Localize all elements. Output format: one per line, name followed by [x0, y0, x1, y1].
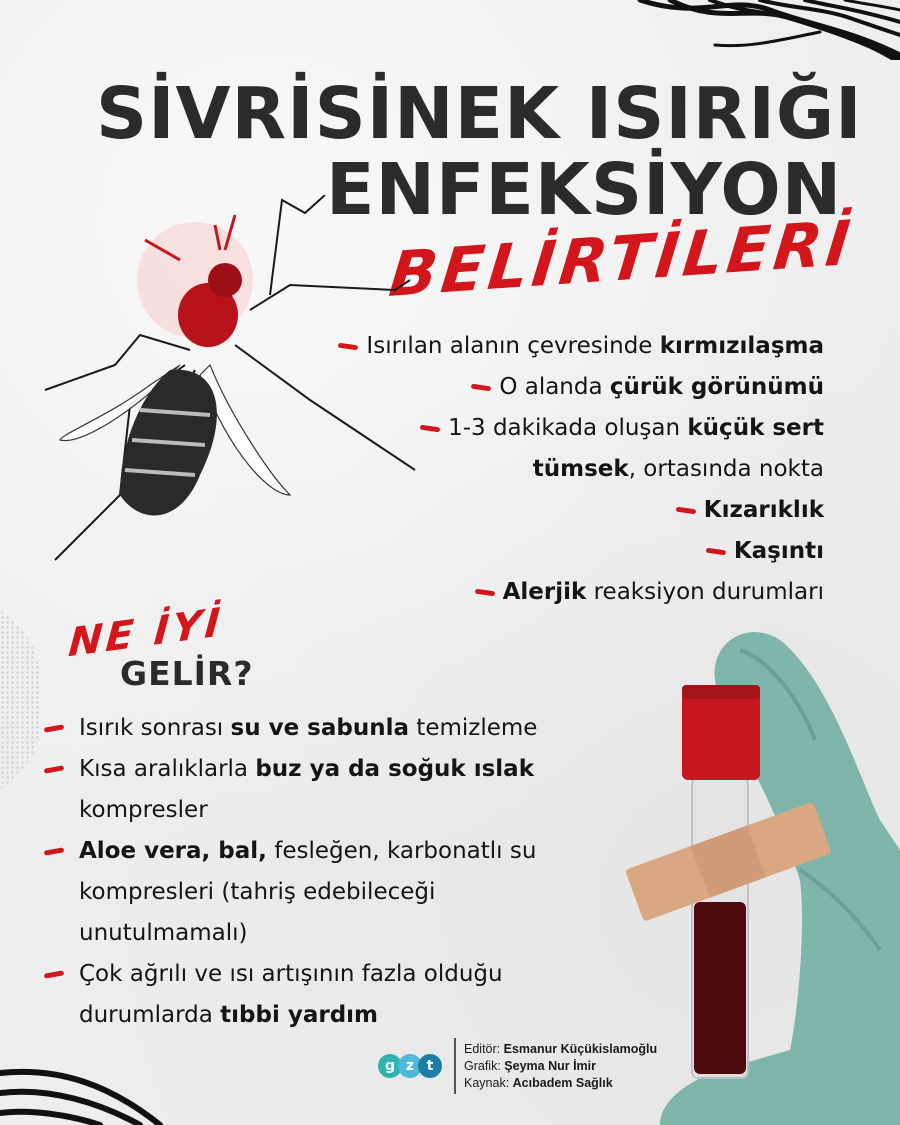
symptom-item-continuation: tümsek, ortasında nokta	[532, 456, 824, 482]
divider	[454, 1038, 456, 1094]
symptom-item: Isırılan alanın çevresinde kırmızılaşma	[264, 326, 824, 367]
symptom-item: O alanda çürük görünümü	[264, 367, 824, 408]
remedies-heading-accent: NE İYİ	[66, 599, 225, 667]
symptom-item: Kızarıklık	[264, 490, 824, 531]
logo-letter-z: z	[398, 1054, 422, 1078]
title-line-2: ENFEKSİYON	[326, 148, 843, 231]
editor-name: Esmanur Küçükislamoğlu	[503, 1041, 658, 1056]
red-dash-bullet	[676, 507, 697, 515]
red-dash-bullet	[471, 384, 492, 392]
wave-lines-decoration	[620, 0, 900, 60]
source-name: Acıbadem Sağlık	[512, 1075, 613, 1090]
symptoms-list	[264, 326, 824, 613]
wave-lines-decoration	[0, 1055, 210, 1125]
remedies-list	[44, 708, 584, 1036]
title-accent: BELİRTİLERİ	[385, 206, 858, 311]
credits	[378, 1038, 657, 1094]
red-dash-bullet	[44, 765, 65, 773]
remedy-item: Isırık sonrası su ve sabunla temizleme	[44, 708, 584, 749]
red-dash-bullet	[44, 847, 65, 855]
remedy-item: Kısa aralıklarla buz ya da soğuk ıslak kompresler	[44, 749, 549, 831]
symptom-item: 1-3 dakikada oluşan küçük sert	[264, 408, 824, 449]
graphic-name: Şeyma Nur İmir	[504, 1058, 597, 1073]
symptom-item: Alerjik reaksiyon durumları	[264, 572, 824, 613]
remedy-item: Aloe vera, bal, fesleğen, karbonatlı su kompresleri (tahriş edebileceği unutulmamalı)	[44, 831, 559, 954]
red-dash-bullet	[706, 548, 727, 556]
remedies-heading: GELİR?	[120, 654, 254, 693]
logo-letter-t: t	[418, 1054, 442, 1078]
red-dash-bullet	[420, 425, 441, 433]
title-line-1: SİVRİSİNEK ISIRIĞI	[96, 72, 863, 155]
symptom-item: Kaşıntı	[264, 531, 824, 572]
red-dash-bullet	[44, 970, 65, 978]
red-dash-bullet	[44, 724, 65, 732]
gzt-logo	[378, 1054, 438, 1078]
red-dash-bullet	[338, 343, 359, 351]
red-dash-bullet	[474, 589, 495, 597]
remedy-item: Çok ağrılı ve ısı artışının fazla olduğu durumlarda tıbbi yardım	[44, 954, 559, 1036]
logo-letter-g: g	[378, 1054, 402, 1078]
credit-lines: Editör: Esmanur Küçükislamoğlu Grafik: Şeyma Nur İmir Kaynak: Acıbadem Sağlık	[464, 1041, 658, 1090]
